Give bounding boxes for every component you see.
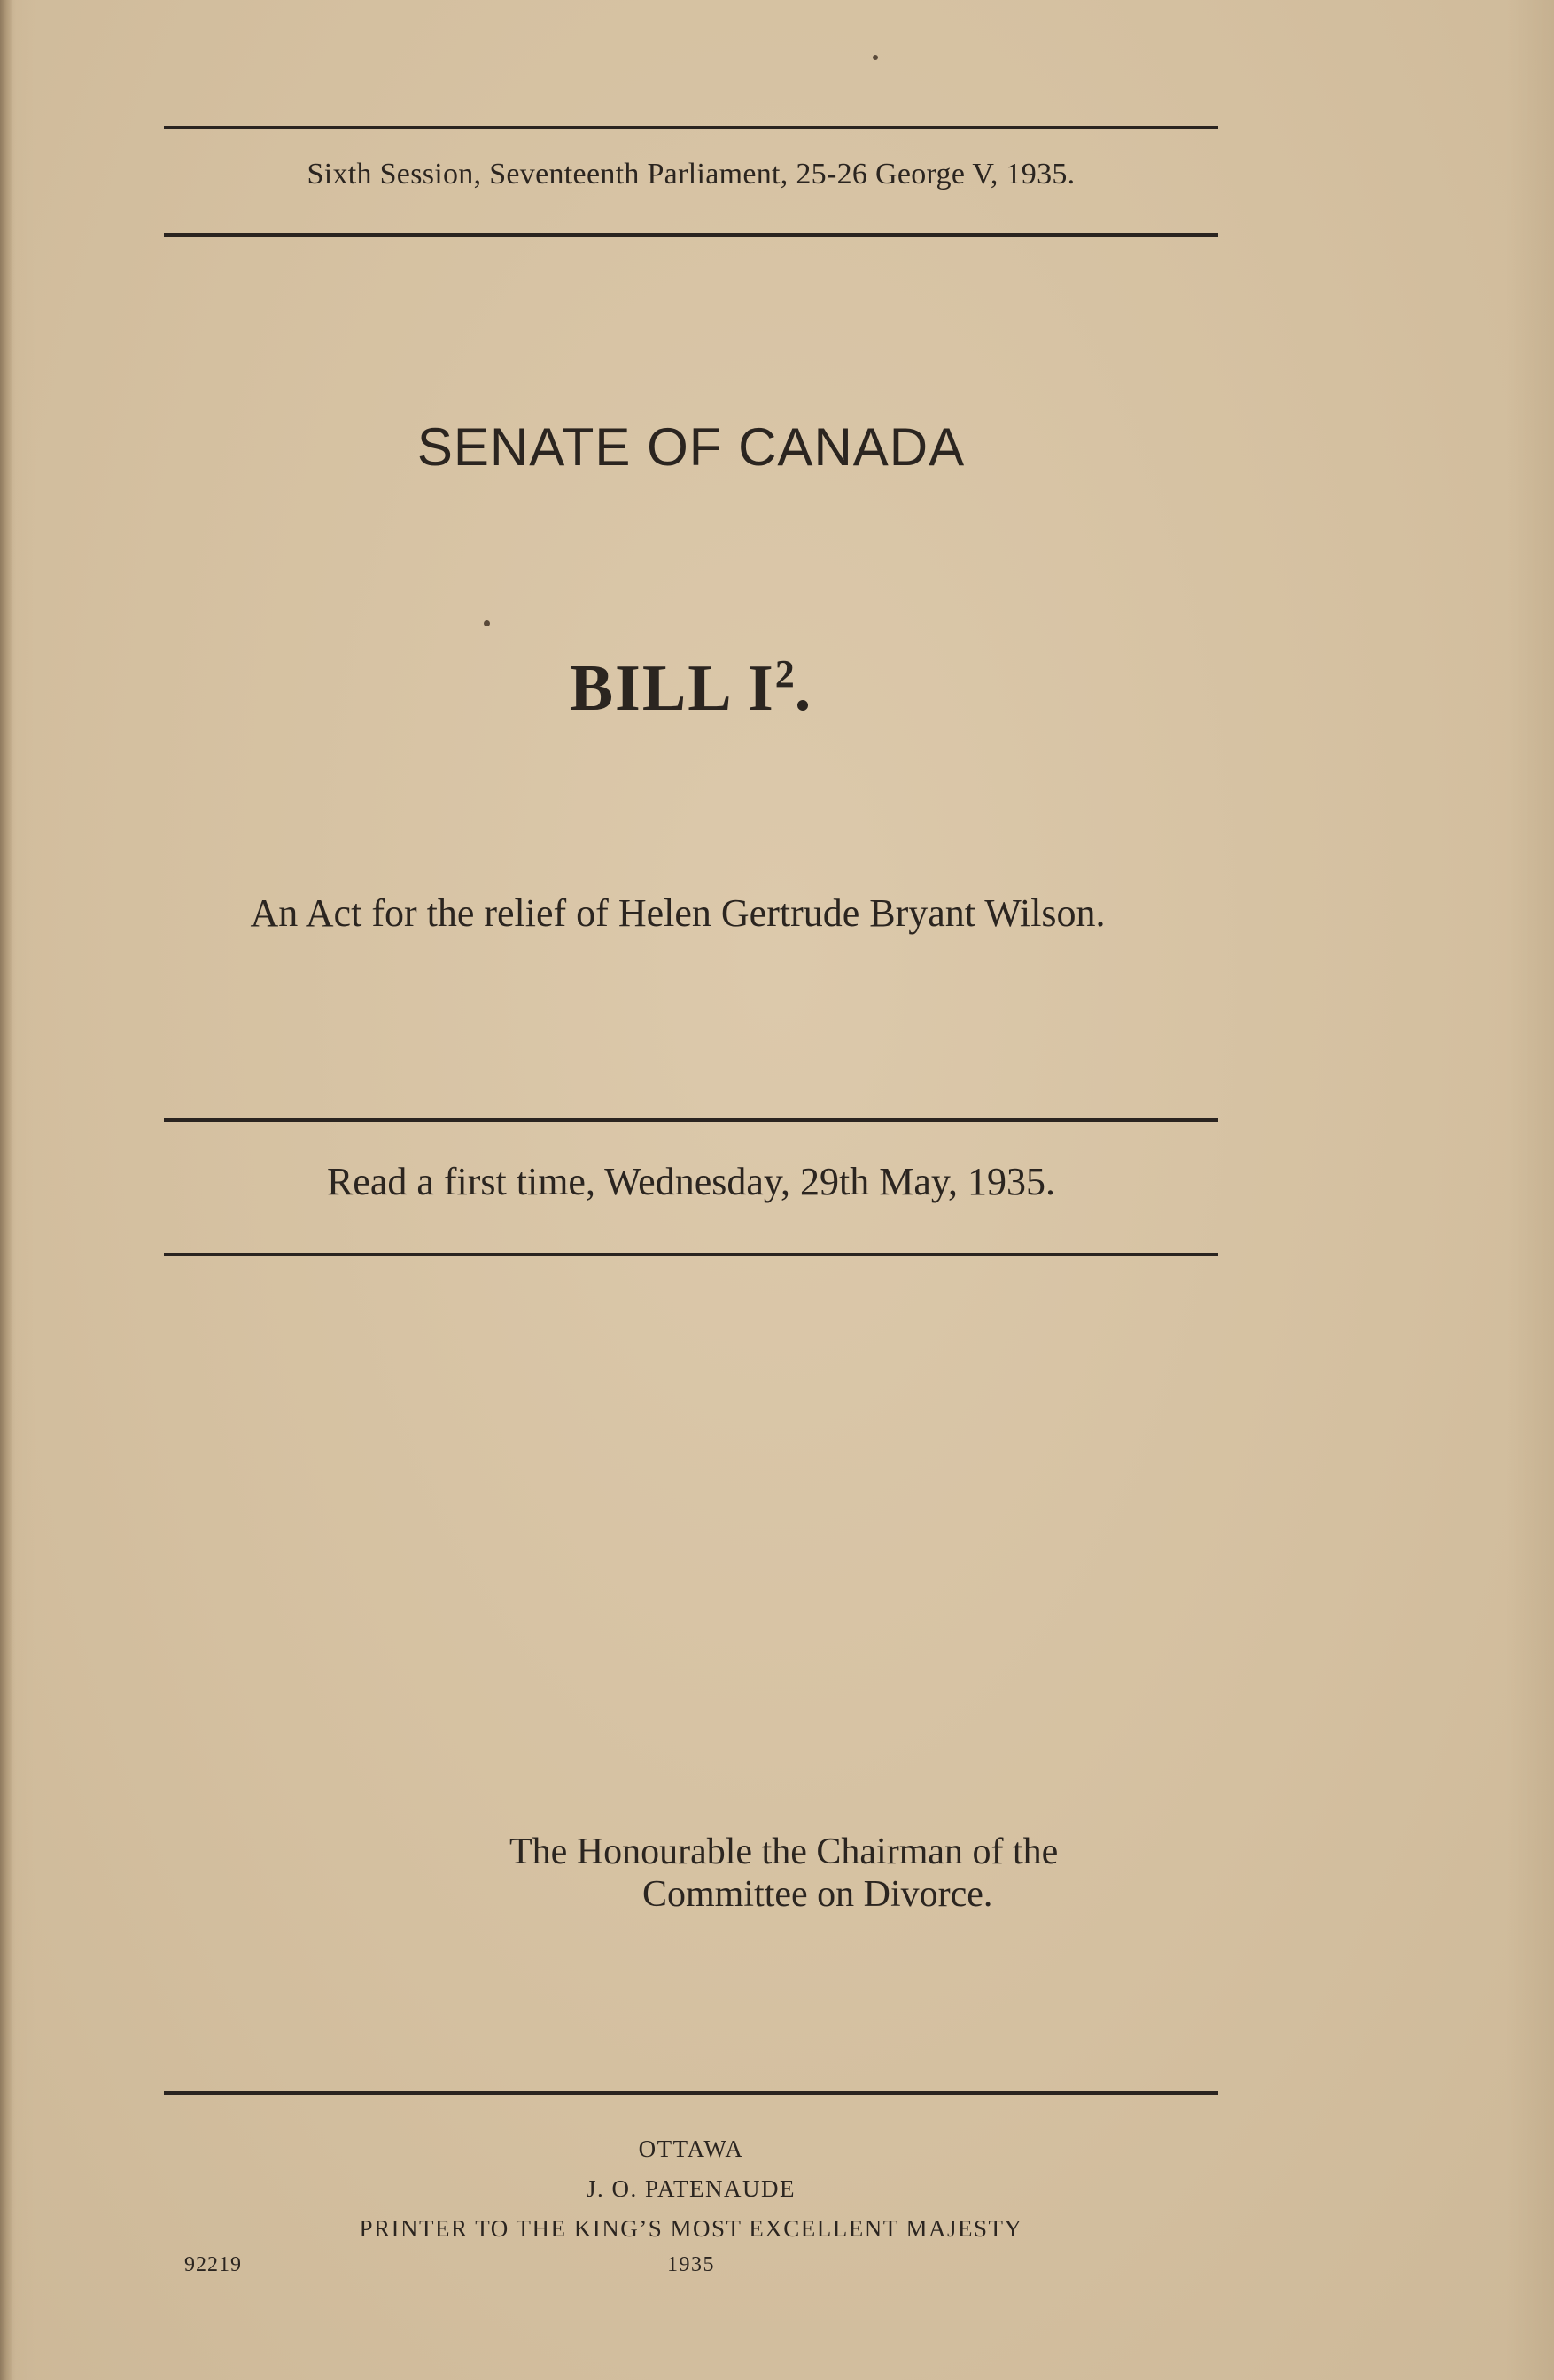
session-line: Sixth Session, Seventeenth Parliament, 25-26 George V, 1935. xyxy=(307,158,1076,191)
job-number: 92219 xyxy=(184,2253,242,2276)
reading-bottom-rule xyxy=(164,1253,1218,1256)
header-bottom-rule xyxy=(164,233,1218,237)
presenter-block xyxy=(509,1831,1218,1916)
paper-speck xyxy=(873,55,878,60)
imprint-city: OTTAWA xyxy=(638,2135,744,2162)
first-reading-line: Read a first time, Wednesday, 29th May, 1935. xyxy=(326,1160,1056,1203)
reading-top-rule xyxy=(164,1118,1218,1122)
imprint-printer-name: J. O. PATENAUDE xyxy=(586,2175,796,2202)
paper-speck xyxy=(484,620,490,626)
bill-suffix: . xyxy=(794,652,813,725)
imprint-top-rule xyxy=(164,2091,1218,2095)
act-long-title: An Act for the relief of Helen Gertrude Bryant Wilson. xyxy=(250,891,1106,935)
chamber-title: SENATE OF CANADA xyxy=(416,417,966,477)
imprint-year: 1935 xyxy=(667,2253,715,2276)
presenter-line-2: Committee on Divorce. xyxy=(642,1874,993,1915)
bill-number xyxy=(164,651,1218,727)
presenter-line-1: The Honourable the Chairman of the xyxy=(509,1832,1059,1872)
binding-edge xyxy=(0,0,12,2380)
bill-label: BILL I xyxy=(569,652,775,725)
bill-superscript: 2 xyxy=(774,652,795,696)
imprint-printer-role: PRINTER TO THE KING’S MOST EXCELLENT MAJESTY xyxy=(359,2215,1023,2242)
header-top-rule xyxy=(164,126,1218,129)
